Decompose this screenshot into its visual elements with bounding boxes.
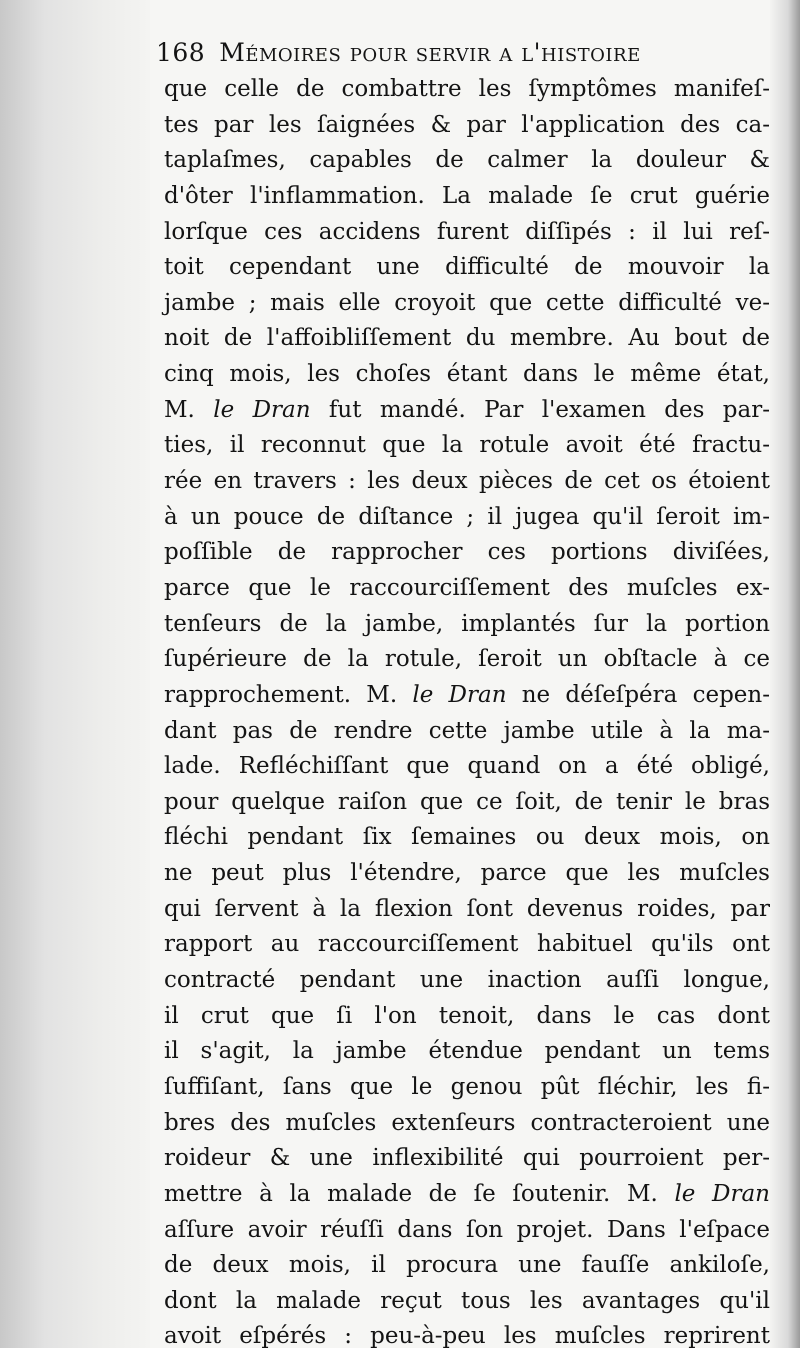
text-line: poſſible de rapprocher ces portions diviſées, (164, 539, 770, 566)
text-line: ne peut plus l'étendre, parce que les muſcles (164, 860, 770, 887)
text-line: rapprochement. M. le Dran ne déſeſpéra cepen- (164, 681, 770, 708)
italic-name: le Dran (674, 1180, 770, 1207)
text-line: tes par les ſaignées & par l'application des ca- (164, 111, 770, 138)
text-line: que celle de combattre les ſymptômes manifeſ- (164, 76, 770, 102)
running-title: Mémoires pour servir a l'histoire (219, 38, 641, 67)
text-line: aſſure avoir réuſſi dans ſon projet. Dans l'eſpace (164, 1216, 770, 1243)
text-line: bres des muſcles extenſeurs contracteroient une (164, 1109, 770, 1136)
text-line: rée en travers : les deux pièces de cet os étoient (164, 468, 770, 495)
text-line: avoit eſpérés : peu-à-peu les muſcles reprirent (164, 1323, 770, 1348)
text-line: tenſeurs de la jambe, implantés ſur la portion (164, 610, 770, 637)
page-number: 168 (156, 38, 206, 67)
text-line: cinq mois, les choſes étant dans le même état, (164, 361, 770, 388)
body-text (164, 72, 770, 1348)
text-line: rapport au raccourciſſement habituel qu'ils ont (164, 931, 770, 958)
text-line: lade. Refléchiſſant que quand on a été obligé, (164, 753, 770, 780)
text-line: parce que le raccourciſſement des muſcles ex- (164, 574, 770, 601)
text-line: ſuffiſant, ſans que le genou pût fléchir, les fi- (164, 1073, 770, 1100)
text-line: pour quelque raiſon que ce ſoit, de tenir le bras (164, 788, 770, 815)
text-line: lorſque ces accidens furent diſſipés : il lui reſ- (164, 218, 770, 245)
text-line: il crut que ſi l'on tenoit, dans le cas dont (164, 1002, 770, 1029)
text-line: il s'agit, la jambe étendue pendant un tems (164, 1038, 770, 1065)
text-line: qui ſervent à la flexion ſont devenus roides, par (164, 895, 770, 922)
text-line: d'ôter l'inflammation. La malade ſe crut guérie (164, 182, 770, 209)
text-line: toit cependant une difficulté de mouvoir la (164, 254, 770, 281)
text-line: fléchi pendant ſix ſemaines ou deux mois, on (164, 824, 770, 851)
italic-name: le Dran (412, 681, 507, 708)
text-line: noit de l'affoibliſſement du membre. Au bout de (164, 325, 770, 352)
italic-name: le Dran (213, 396, 311, 423)
text-line: dont la malade reçut tous les avantages qu'il (164, 1287, 770, 1314)
text-line: de deux mois, il procura une fauſſe ankiloſe, (164, 1252, 770, 1279)
text-line: roideur & une inflexibilité qui pourroient per- (164, 1145, 770, 1172)
text-line: taplaſmes, capables de calmer la douleur & (164, 147, 770, 174)
text-line: ties, il reconnut que la rotule avoit été fractu- (164, 432, 770, 459)
text-line: mettre à la malade de ſe ſoutenir. M. le Dran (164, 1180, 770, 1207)
text-line: à un pouce de diſtance ; il jugea qu'il ſeroit im- (164, 503, 770, 530)
text-line: M. le Dran fut mandé. Par l'examen des par- (164, 396, 770, 423)
page-gutter-right (770, 0, 800, 1348)
text-line: dant pas de rendre cette jambe utile à la ma- (164, 717, 770, 744)
page-gutter-left (0, 0, 150, 1348)
text-line: jambe ; mais elle croyoit que cette difficulté ve- (164, 289, 770, 316)
text-line: ſupérieure de la rotule, ſeroit un obſtacle à ce (164, 646, 770, 673)
text-line: contracté pendant une inaction auſſi longue, (164, 967, 770, 994)
